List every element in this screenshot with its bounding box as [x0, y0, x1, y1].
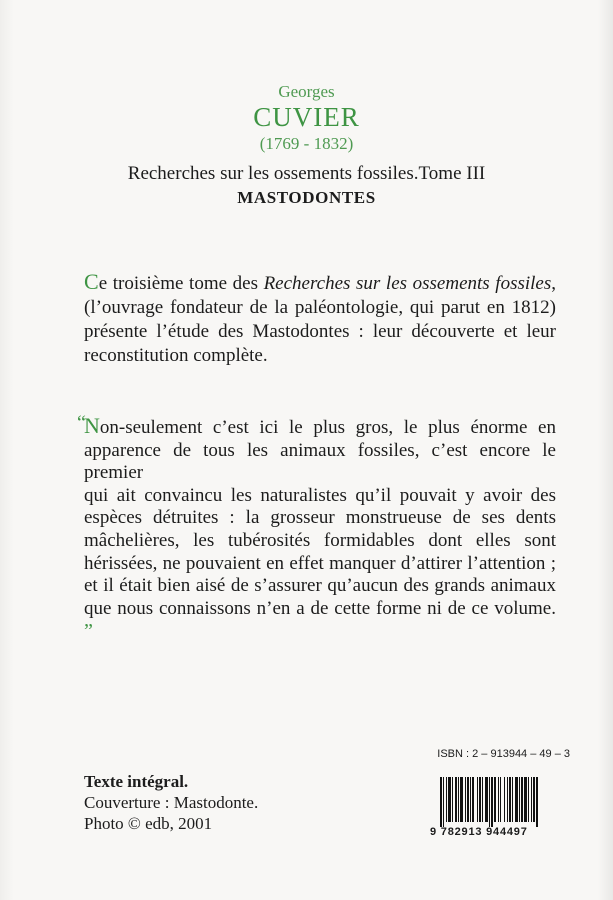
author-dates: (1769 - 1832): [259, 134, 354, 153]
credits-line-1: Texte intégral.: [84, 772, 189, 791]
credits-line-3: Photo © edb, 2001: [84, 814, 213, 833]
credits: [84, 771, 258, 834]
barcode-bar: [489, 777, 490, 827]
barcode-bar: [440, 777, 442, 827]
quote-line: mâchelières, les tubérosités formidables dont elles sont: [84, 529, 556, 551]
volume-title: MASTODONTES: [237, 188, 376, 207]
barcode-bar: [455, 777, 457, 822]
barcode-bar: [519, 777, 520, 822]
quote-line: que nous connaissons n’en a de cette forme ni de ce volume. ”: [84, 597, 556, 643]
quote-line: qui ait convaincu les naturalistes qu’il pouvait y avoir des: [84, 484, 556, 506]
barcode-bars: [430, 775, 570, 827]
barcode-bar: [521, 777, 523, 822]
barcode-bar: [446, 777, 447, 822]
barcode-bar: [465, 777, 466, 822]
barcode-bar: [479, 777, 481, 822]
barcode-digits: 9 782913 944497: [430, 826, 528, 838]
series-title: Recherches sur les ossements fossiles.Tome III: [127, 163, 486, 184]
quote-line: apparence de tous les animaux fossiles, c’est encore le premier: [84, 439, 556, 484]
quote-line: hérissées, ne pouvaient en effet manquer d’attirer l’attention ;: [84, 552, 556, 574]
quote-block: [77, 412, 556, 649]
barcode-bar: [528, 777, 529, 822]
quote-line: Non-seulement c’est ici le plus gros, le plus énorme en: [84, 413, 556, 438]
barcode-bar: [467, 777, 469, 822]
barcode-bar: [448, 777, 451, 822]
credits-line-2: Couverture : Mastodonte.: [84, 793, 259, 812]
barcode-bar: [485, 777, 488, 822]
quote-dropcap: N: [84, 413, 100, 438]
close-quote-mark: ”: [84, 620, 93, 643]
barcode-bar: [472, 777, 474, 822]
quote-line: espèces détruites : la grosseur monstrueuse de ses dents: [84, 507, 556, 529]
barcode-bar: [458, 777, 459, 822]
quote-line: et il était bien aisé de s’assurer qu’aucun des grands animaux: [84, 575, 556, 597]
barcode-bar: [477, 777, 478, 822]
barcode-bar: [494, 777, 496, 822]
open-quote-mark: “: [77, 412, 86, 434]
barcode-bar: [536, 777, 538, 827]
author-last-name: CUVIER: [253, 102, 360, 132]
intro-paragraph: [84, 270, 556, 368]
author-block: [0, 82, 613, 154]
barcode-bar: [470, 777, 471, 822]
intro-dropcap: C: [84, 269, 99, 294]
barcode-bar: [498, 777, 499, 822]
author-first-name: Georges: [278, 82, 335, 101]
intro-italic-title: Recherches sur les ossements fossiles: [263, 273, 552, 294]
barcode-bar: [533, 777, 535, 822]
barcode-bar: [443, 777, 444, 827]
barcode-bar: [452, 777, 453, 822]
barcode-bar: [491, 777, 493, 827]
barcode-bar: [460, 777, 463, 822]
barcode-bar: [482, 777, 483, 822]
isbn: ISBN : 2 – 913944 – 49 – 3: [437, 748, 570, 760]
barcode-bar: [531, 777, 532, 822]
barcode-bar: [524, 777, 527, 822]
barcode-bar: [509, 777, 511, 822]
barcode-bar: [504, 777, 505, 822]
barcode-bar: [515, 777, 518, 822]
barcode-bar: [507, 777, 508, 822]
barcode-bar: [512, 777, 513, 822]
barcode: [430, 775, 570, 845]
intro-text-before: e troisième tome des: [98, 273, 264, 294]
barcode-bar: [500, 777, 501, 822]
intro-text-after: , (l’ouvrage fondateur de la paléontologie, qui parut en 1812) présente l’étude des Mastodontes : leur découverte et leur reconstitution complète.: [84, 273, 556, 366]
